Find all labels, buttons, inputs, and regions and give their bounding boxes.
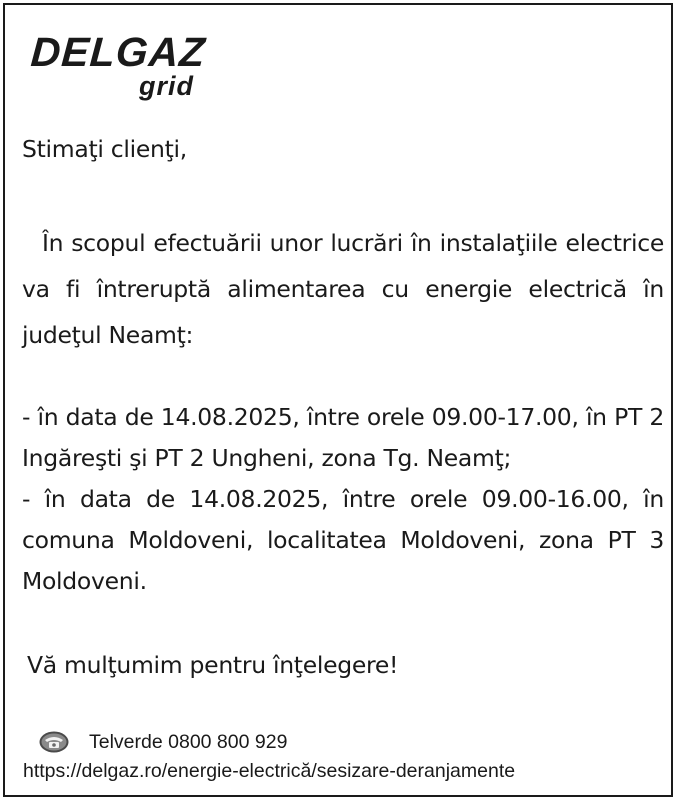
- logo-brand-text: DELGAZ: [29, 29, 208, 75]
- phone-number: Telverde 0800 800 929: [89, 731, 288, 753]
- delgaz-logo: [31, 29, 231, 104]
- outage-item-2: - în data de 14.08.2025, între orele 09.00-16.00, în comuna Moldoveni, localitatea Moldoveni, zona PT 3 Moldoveni.: [22, 485, 664, 595]
- outage-item-1: - în data de 14.08.2025, între orele 09.00-17.00, în PT 2 Ingăreşti şi PT 2 Ungheni, zona Tg. Neamţ;: [22, 403, 664, 472]
- notice-frame: [3, 3, 673, 797]
- outage-report-link[interactable]: https://delgaz.ro/energie-electrică/sesizare-deranjamente: [23, 760, 516, 782]
- greeting: Stimaţi clienţi,: [22, 135, 187, 163]
- phone-icon: [39, 731, 69, 753]
- intro-paragraph: În scopul efectuării unor lucrări în instalaţiile electrice va fi întreruptă alimentarea cu energie electrică în judeţul Neamţ:: [22, 229, 664, 349]
- logo-sub-text: grid: [139, 71, 194, 101]
- closing-text: Vă mulţumim pentru înţelegere!: [27, 651, 399, 679]
